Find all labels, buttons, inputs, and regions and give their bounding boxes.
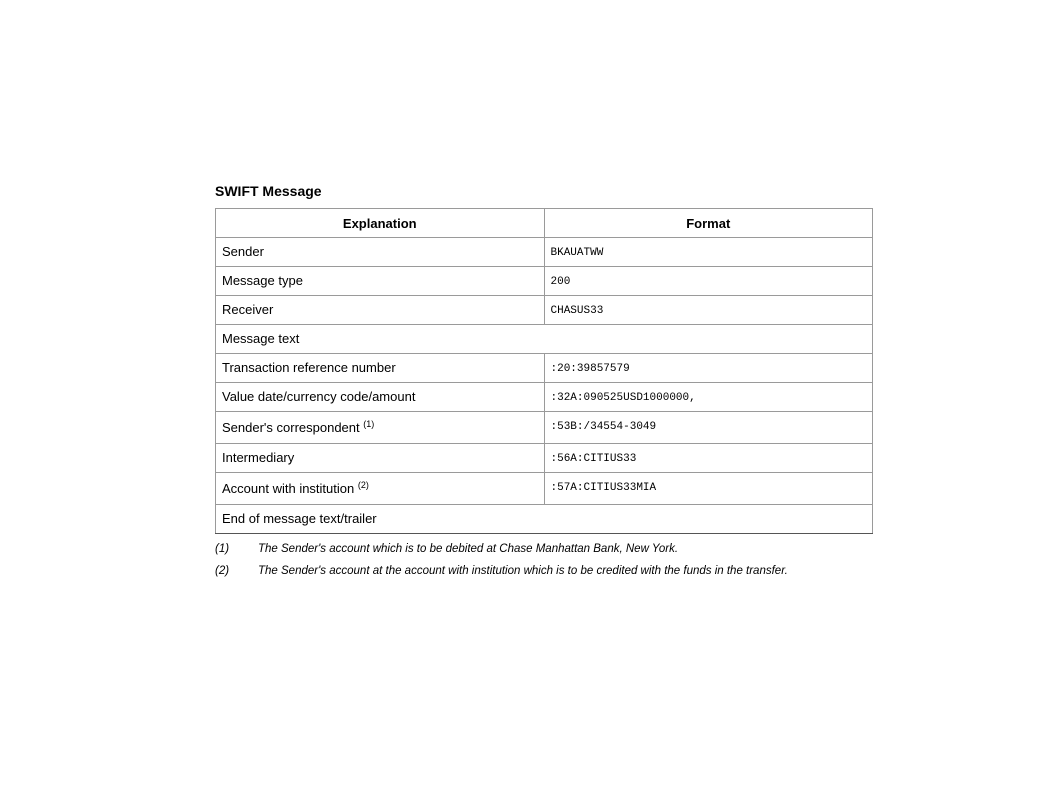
table-row bbox=[216, 473, 873, 505]
footnote-text: The Sender's account which is to be debited at Chase Manhattan Bank, New York. bbox=[258, 543, 679, 555]
row-label: Message type bbox=[222, 273, 303, 288]
table-row bbox=[216, 444, 873, 473]
footnote bbox=[215, 564, 873, 578]
section-label: End of message text/trailer bbox=[222, 511, 377, 526]
row-value: :53B:/34554-3049 bbox=[550, 421, 657, 433]
footnotes bbox=[215, 542, 873, 578]
header-explanation: Explanation bbox=[216, 209, 545, 238]
row-label: Sender bbox=[222, 244, 264, 259]
row-label: Intermediary bbox=[222, 450, 295, 465]
table-row bbox=[216, 354, 873, 383]
row-label: Value date/currency code/amount bbox=[222, 389, 416, 404]
footnote bbox=[215, 542, 873, 556]
table-row bbox=[216, 238, 873, 267]
table-row bbox=[216, 383, 873, 412]
swift-message-table bbox=[215, 208, 873, 534]
row-value: :20:39857579 bbox=[550, 363, 630, 375]
row-value: :56A:CITIUS33 bbox=[550, 453, 637, 465]
table-row bbox=[216, 296, 873, 325]
row-value: CHASUS33 bbox=[550, 305, 604, 317]
row-value: :57A:CITIUS33MIA bbox=[550, 482, 657, 494]
table-row bbox=[216, 267, 873, 296]
footnote-ref: (1) bbox=[363, 419, 375, 429]
row-label: Sender's correspondent $^{(1)}$ bbox=[222, 419, 375, 435]
row-value: 200 bbox=[550, 276, 571, 288]
header-format: Format bbox=[544, 209, 873, 238]
row-label: Account with institution $^{(2)}$ bbox=[222, 480, 369, 496]
table-row bbox=[216, 412, 873, 444]
section-label: Message text bbox=[222, 331, 300, 346]
table-row-section bbox=[216, 325, 873, 354]
row-label: Transaction reference number bbox=[222, 360, 396, 375]
row-label: Receiver bbox=[222, 302, 274, 317]
row-value: :32A:090525USD1000000, bbox=[550, 392, 696, 404]
footnote-ref: (2) bbox=[357, 480, 369, 490]
document-title: SWIFT Message bbox=[215, 183, 322, 199]
table-header-row bbox=[216, 209, 873, 238]
table-row-section bbox=[216, 505, 873, 534]
swift-message-document bbox=[215, 182, 873, 586]
footnote-text: The Sender's account at the account with institution which is to be credited with the funds in the transfer. bbox=[258, 565, 788, 577]
footnote-number: (1) bbox=[215, 543, 230, 555]
row-value: BKAUATWW bbox=[550, 247, 604, 259]
footnote-number: (2) bbox=[215, 565, 230, 577]
